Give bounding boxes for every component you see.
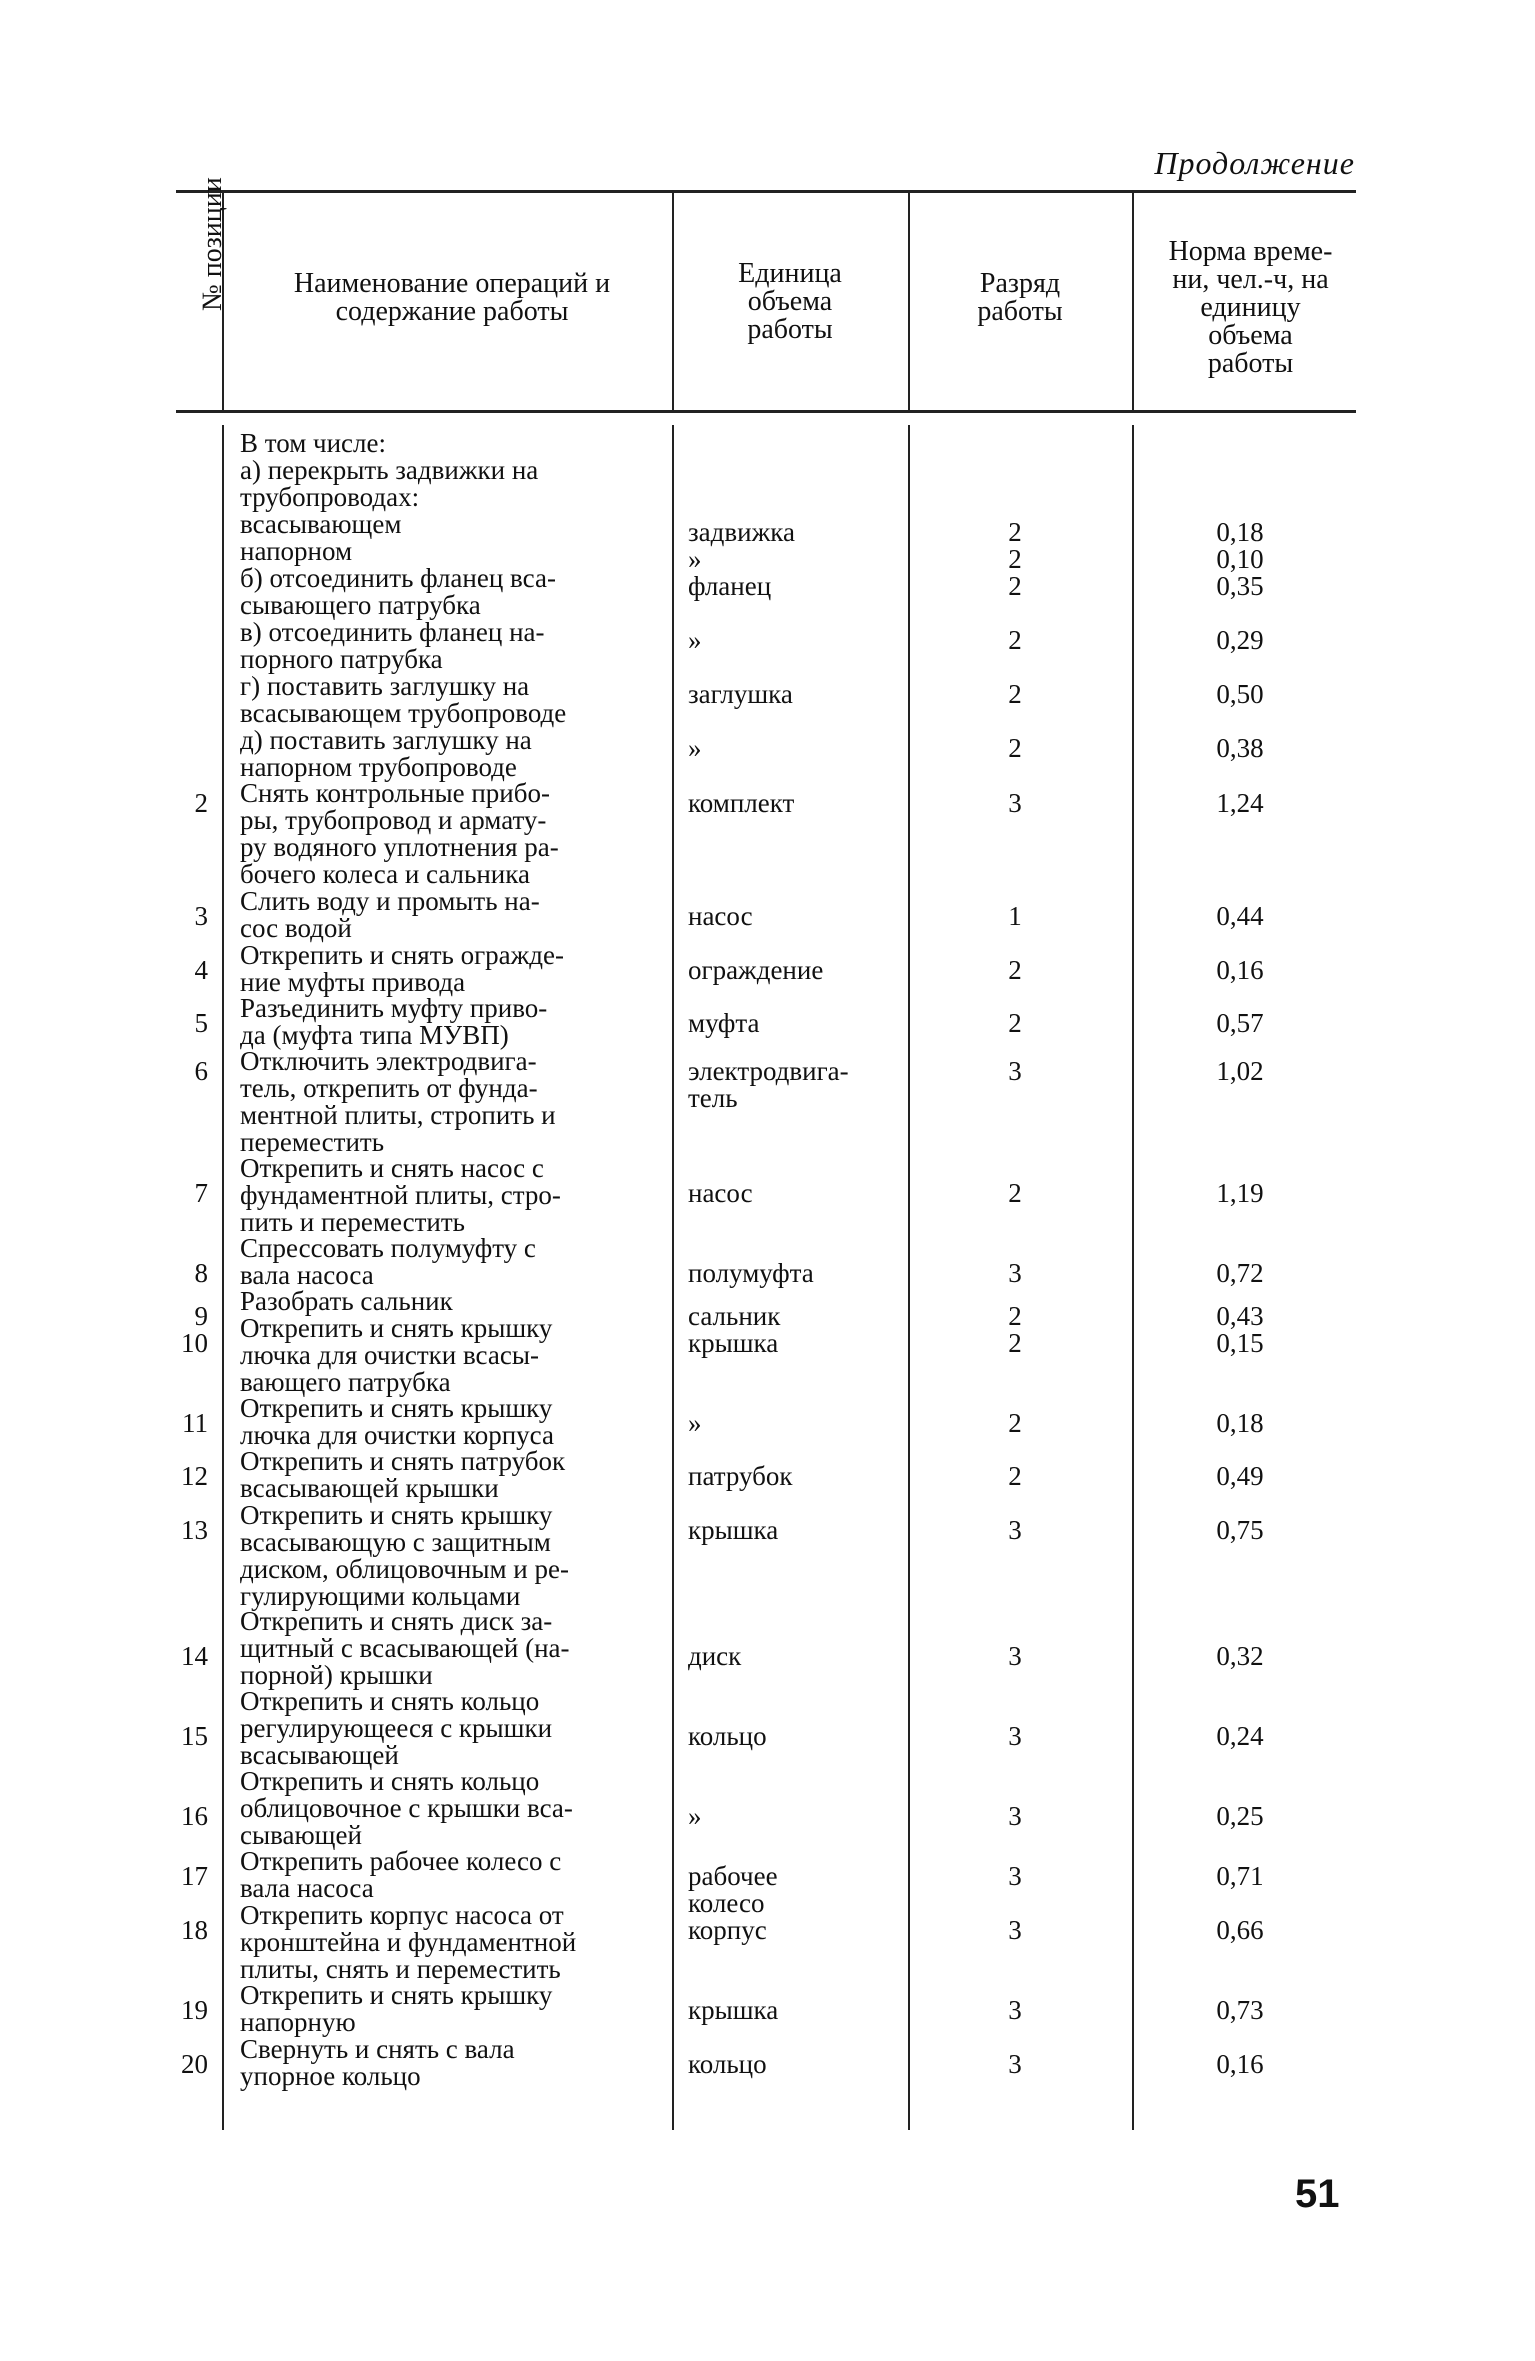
operation-name: Спрессовать полумуфту с вала насоса: [240, 1233, 536, 1290]
position-number: 14: [181, 1641, 208, 1671]
column-divider: [1132, 190, 1134, 410]
position-number: 9 10: [181, 1301, 208, 1358]
position-number: 4: [194, 955, 208, 985]
norm-cell: 1,24: [1216, 788, 1264, 818]
grade-cell: 3: [1008, 788, 1022, 818]
operation-name: Слить воду и промыть на- сос водой: [240, 886, 540, 943]
operation-name: Открепить и снять крышку лючка для очистки корпуса: [240, 1393, 554, 1450]
grade-cell: 3: [1008, 1801, 1022, 1831]
unit-cell: кольцо: [688, 1721, 767, 1751]
grade-cell: 3: [1008, 1861, 1022, 1891]
operation-name: Свернуть и снять с вала упорное кольцо: [240, 2034, 515, 2091]
operation-name: Открепить корпус насоса от кронштейна и фундаментной плиты, снять и переместить: [240, 1900, 577, 1984]
unit-cell: сальник крышка: [688, 1301, 781, 1358]
operation-name: Снять контрольные прибо- ры, трубопровод и армату- ру водяного уплотнения ра- бочего колеса и сальника: [240, 778, 559, 889]
unit-cell: »: [688, 1408, 702, 1438]
norm-cell: 0,75: [1216, 1515, 1264, 1545]
operation-name: Открепить и снять патрубок всасывающей крышки: [240, 1446, 566, 1503]
norm-cell: 0,43 0,15: [1216, 1301, 1264, 1358]
unit-cell: диск: [688, 1641, 742, 1671]
operation-name: Открепить и снять кольцо облицовочное с крышки вса- сывающей: [240, 1766, 573, 1850]
grade-cell: 3: [1008, 1056, 1022, 1086]
operation-name: Отключить электродвига- тель, открепить от фунда- ментной плиты, стропить и переместить: [240, 1046, 556, 1157]
grade-cell: 3: [1008, 1721, 1022, 1751]
operation-name: Открепить и снять огражде- ние муфты привода: [240, 940, 564, 997]
column-divider: [908, 425, 910, 2130]
position-number: 8: [194, 1258, 208, 1288]
position-number: 18: [181, 1915, 208, 1945]
unit-cell: рабочее колесо: [688, 1861, 778, 1918]
table-top-rule: [176, 190, 1356, 193]
unit-cell: корпус: [688, 1915, 767, 1945]
operation-name: В том числе: а) перекрыть задвижки на трубопроводах: всасывающем напорном б) отсоединить фланец вса- сывающего патрубка в) отсоединить фланец на- порного патрубка г) поставить заглушку на всасывающем трубопроводе д) поставить заглушку на напорном трубопроводе: [240, 428, 567, 782]
grade-cell: 3: [1008, 1258, 1022, 1288]
position-number: 13: [181, 1515, 208, 1545]
header-unit: Единица объема работы: [738, 258, 842, 345]
operation-name: Открепить и снять кольцо регулирующееся с крышки всасывающей: [240, 1686, 553, 1770]
position-number: 3: [194, 901, 208, 931]
unit-cell: патрубок: [688, 1461, 793, 1491]
unit-cell: кольцо: [688, 2049, 767, 2079]
norm-cell: 0,66: [1216, 1915, 1264, 1945]
position-number: 11: [182, 1408, 208, 1438]
operation-name: Открепить и снять крышку напорную: [240, 1980, 553, 2037]
grade-cell: 3: [1008, 1915, 1022, 1945]
norm-cell: 0,25: [1216, 1801, 1264, 1831]
header-name: Наименование операций и содержание работы: [293, 268, 611, 327]
grade-cell: 2: [1008, 1408, 1022, 1438]
grade-cell: 1: [1008, 901, 1022, 931]
operation-name: Открепить и снять крышку всасывающую с защитным диском, облицовочным и ре- гулирующими кольцами: [240, 1500, 569, 1611]
unit-cell: муфта: [688, 1008, 760, 1038]
grade-cell: 2 2: [1008, 1301, 1022, 1358]
column-divider: [222, 425, 224, 2130]
operation-name: Открепить и снять насос с фундаментной плиты, стро- пить и переместить: [240, 1153, 561, 1237]
position-number: 6: [194, 1056, 208, 1086]
norm-cell: 0,18: [1216, 1408, 1264, 1438]
header-bottom-rule: [176, 410, 1356, 413]
position-number: 15: [181, 1721, 208, 1751]
page-number: 51: [1295, 2172, 1340, 2216]
grade-cell: 3: [1008, 2049, 1022, 2079]
norm-cell: 0,16: [1216, 955, 1264, 985]
position-number: 19: [181, 1995, 208, 2025]
operation-name: Открепить и снять диск за- щитный с всасывающей (на- порной) крышки: [240, 1606, 570, 1690]
position-number: 20: [181, 2049, 208, 2079]
grade-cell: 2: [1008, 1178, 1022, 1208]
operation-name: Разъединить муфту приво- да (муфта типа МУВП): [240, 993, 548, 1050]
unit-cell: насос: [688, 901, 753, 931]
position-number: 5: [194, 1008, 208, 1038]
norm-cell: 0,16: [1216, 2049, 1264, 2079]
column-divider: [672, 190, 674, 410]
continuation-label: Продолжение: [1154, 145, 1355, 181]
unit-cell: полумуфта: [688, 1258, 814, 1288]
header-grade: Разряд работы: [977, 268, 1063, 327]
grade-cell: 2: [1008, 1461, 1022, 1491]
grade-cell: 3: [1008, 1641, 1022, 1671]
norm-cell: 0,57: [1216, 1008, 1264, 1038]
norm-cell: 0,72: [1216, 1258, 1264, 1288]
unit-cell: »: [688, 1801, 702, 1831]
unit-cell: электродвига- тель: [688, 1056, 849, 1113]
unit-cell: ограждение: [688, 955, 824, 985]
position-number: 2: [194, 788, 208, 818]
norm-cell: 0,73: [1216, 1995, 1264, 2025]
norm-cell: 0,32: [1216, 1641, 1264, 1671]
norm-cell: 0,24: [1216, 1721, 1264, 1751]
position-number: 16: [181, 1801, 208, 1831]
header-position: № позиции: [197, 177, 228, 311]
position-number: 12: [181, 1461, 208, 1491]
grade-cell: 3: [1008, 1995, 1022, 2025]
header-norm: Норма време- ни, чел.-ч, на единицу объема работы: [1168, 236, 1333, 379]
unit-cell: комплект: [688, 788, 795, 818]
norm-cell: 1,02: [1216, 1056, 1264, 1086]
operation-name: Открепить рабочее колесо с вала насоса: [240, 1846, 562, 1903]
grade-cell: 2: [1008, 955, 1022, 985]
unit-cell: крышка: [688, 1995, 779, 2025]
grade-cell: 2: [1008, 1008, 1022, 1038]
norm-cell: 0,49: [1216, 1461, 1264, 1491]
position-number: 17: [181, 1861, 208, 1891]
grade-cell: 3: [1008, 1515, 1022, 1545]
grade-cell: 2 2 2 2 2 2: [1008, 517, 1022, 763]
norm-cell: 1,19: [1216, 1178, 1264, 1208]
unit-cell: задвижка » фланец » заглушка »: [688, 517, 795, 763]
unit-cell: насос: [688, 1178, 753, 1208]
norm-cell: 0,44: [1216, 901, 1264, 931]
unit-cell: крышка: [688, 1515, 779, 1545]
position-number: 7: [194, 1178, 208, 1208]
norm-cell: 0,71: [1216, 1861, 1264, 1891]
column-divider: [672, 425, 674, 2130]
column-divider: [1132, 425, 1134, 2130]
column-divider: [908, 190, 910, 410]
norm-cell: 0,18 0,10 0,35 0,29 0,50 0,38: [1216, 517, 1264, 763]
operation-name: Разобрать сальник Открепить и снять крышку лючка для очистки всасы- вающего патрубка: [240, 1286, 553, 1397]
